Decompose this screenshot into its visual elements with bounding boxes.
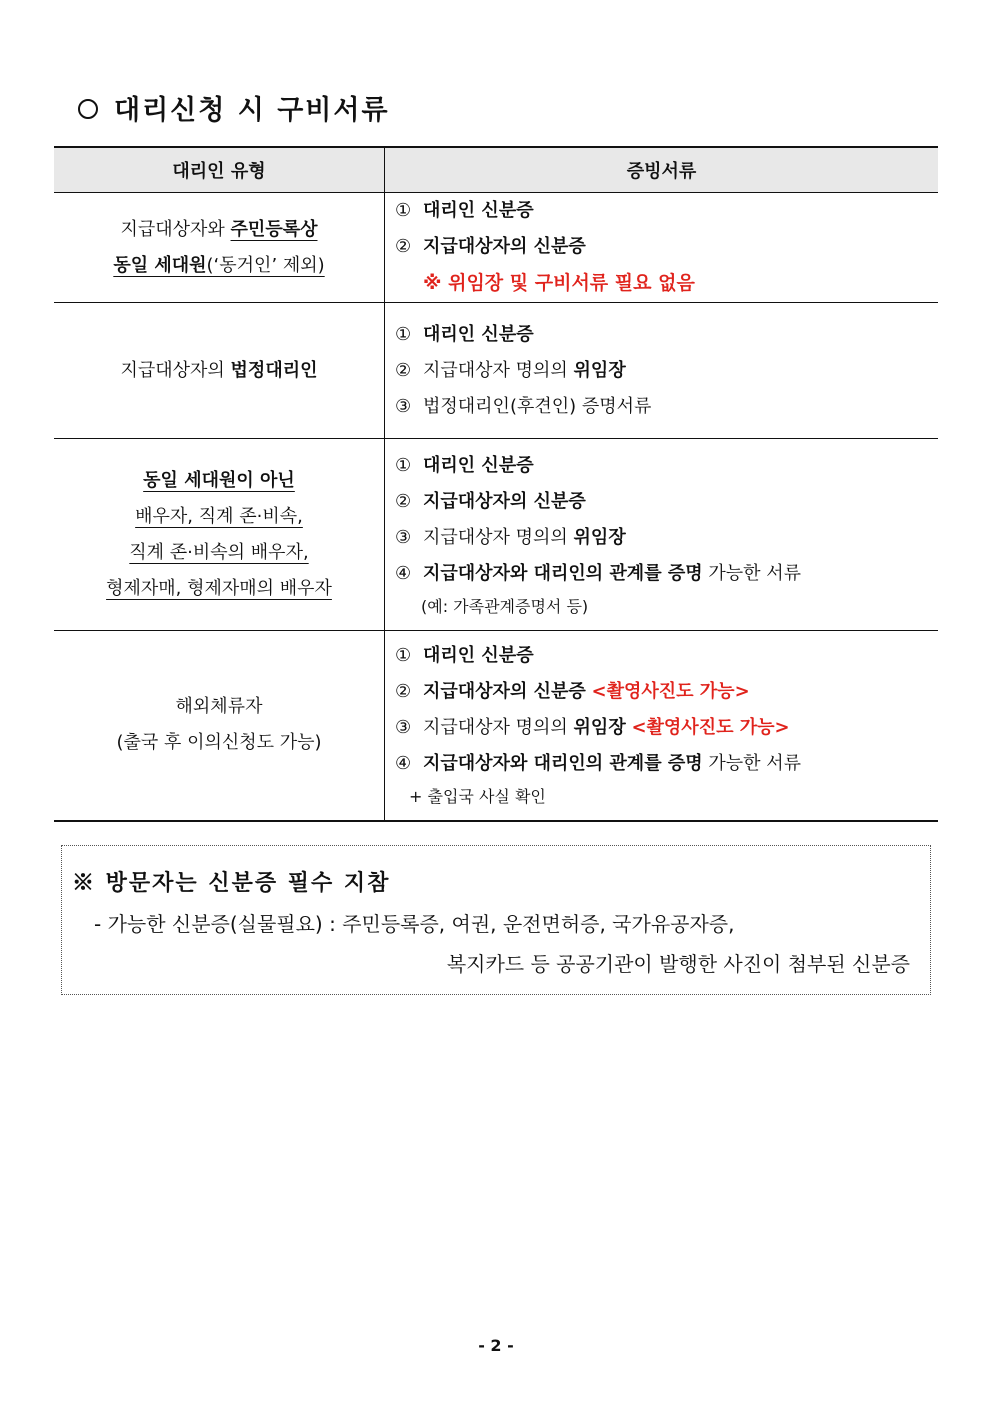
document-table bbox=[54, 146, 938, 822]
doc-item: ① 대리인 신분증 bbox=[395, 323, 534, 345]
documents-cell bbox=[385, 439, 939, 631]
proxy-type-cell bbox=[54, 631, 385, 821]
doc-example: (예: 가족관계증명서 등) bbox=[421, 596, 589, 616]
doc-item: ② 지급대상자의 신분증 bbox=[395, 490, 586, 512]
documents-cell bbox=[385, 303, 939, 439]
notice-line-1: - 가능한 신분증(실물필요) : 주민등록증, 여권, 운전면허증, 국가유공자증, bbox=[94, 912, 735, 936]
doc-item: ③ 법정대리인(후견인) 증명서류 bbox=[395, 395, 652, 417]
table-row bbox=[54, 303, 938, 439]
table-row bbox=[54, 439, 938, 631]
type-line: 지급대상자와 주민등록상 bbox=[120, 218, 318, 240]
doc-extra: + 출입국 사실 확인 bbox=[409, 787, 546, 807]
type-line: (출국 후 이의신청도 가능) bbox=[116, 732, 322, 754]
table-header-row bbox=[54, 147, 938, 193]
doc-note-red: ※ 위임장 및 구비서류 필요 없음 bbox=[423, 272, 695, 294]
type-line: 동일 세대원(‘동거인’ 제외) bbox=[113, 254, 325, 276]
table-row bbox=[54, 631, 938, 821]
type-line: 동일 세대원이 아닌 bbox=[143, 469, 295, 491]
type-line: 지급대상자의 법정대리인 bbox=[120, 359, 318, 381]
circle-bullet-icon bbox=[78, 99, 98, 119]
section-title bbox=[78, 88, 390, 127]
doc-item: ③ 지급대상자 명의의 위임장 <촬영사진도 가능> bbox=[395, 717, 790, 739]
page-number: - 2 - bbox=[478, 1336, 514, 1355]
proxy-type-cell bbox=[54, 303, 385, 439]
header-proxy-type: 대리인 유형 bbox=[54, 147, 385, 193]
notice-line-2: 복지카드 등 공공기관이 발행한 사진이 첨부된 신분증 bbox=[446, 952, 910, 976]
type-line: 형제자매, 형제자매의 배우자 bbox=[106, 577, 332, 599]
doc-item: ① 대리인 신분증 bbox=[395, 200, 534, 221]
documents-cell bbox=[385, 631, 939, 821]
doc-item: ① 대리인 신분증 bbox=[395, 454, 534, 476]
type-line: 해외체류자 bbox=[175, 696, 263, 718]
proxy-type-cell bbox=[54, 439, 385, 631]
type-line: 직계 존·비속의 배우자, bbox=[129, 541, 309, 563]
visitor-notice-box bbox=[61, 845, 931, 995]
doc-item: ② 지급대상자 명의의 위임장 bbox=[395, 359, 626, 381]
doc-item: ④ 지급대상자와 대리인의 관계를 증명 가능한 서류 bbox=[395, 562, 802, 584]
doc-item: ② 지급대상자의 신분증 bbox=[395, 236, 586, 257]
notice-title: ※ 방문자는 신분증 필수 지참 bbox=[72, 870, 391, 896]
doc-item: ③ 지급대상자 명의의 위임장 bbox=[395, 526, 626, 548]
doc-item: ④ 지급대상자와 대리인의 관계를 증명 가능한 서류 bbox=[395, 753, 802, 775]
doc-item: ① 대리인 신분증 bbox=[395, 645, 534, 667]
doc-item: ② 지급대상자의 신분증 <촬영사진도 가능> bbox=[395, 681, 750, 703]
documents-cell bbox=[385, 193, 939, 303]
type-line: 배우자, 직계 존·비속, bbox=[135, 505, 303, 527]
table-row bbox=[54, 193, 938, 303]
section-title-text: 대리신청 시 구비서류 bbox=[114, 95, 390, 126]
proxy-type-cell bbox=[54, 193, 385, 303]
header-documents: 증빙서류 bbox=[385, 147, 939, 193]
